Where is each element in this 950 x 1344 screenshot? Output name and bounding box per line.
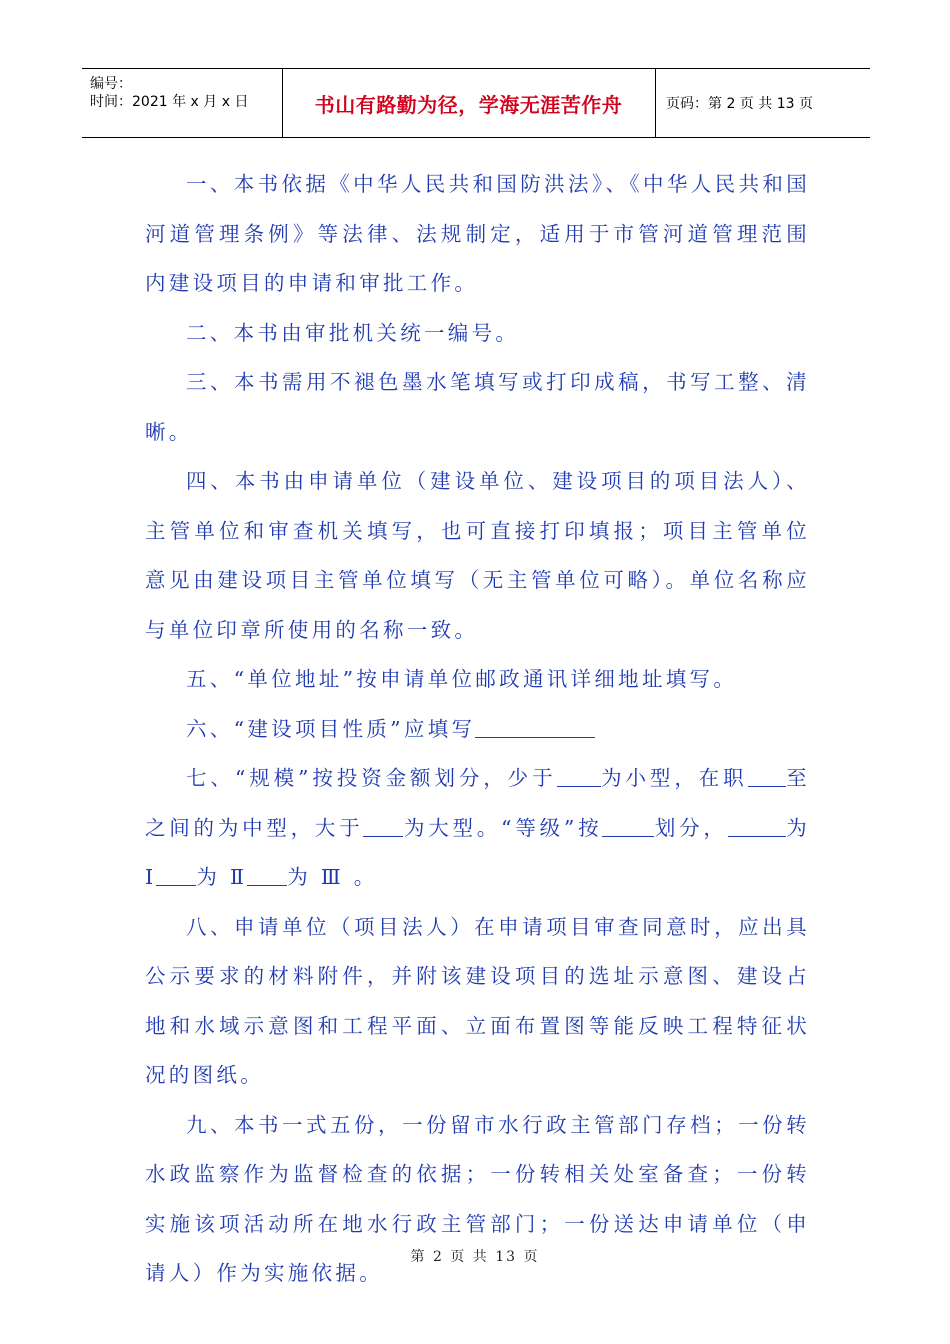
p7-part-f: 为 Ⅰ: [145, 815, 810, 889]
paragraph-7: [145, 754, 810, 903]
fill-blank: [748, 766, 786, 788]
fill-blank: [557, 766, 601, 788]
fill-blank: [363, 815, 403, 837]
header-motto-cell: [282, 69, 656, 137]
page-info: 页码：第 2 页 共 13 页: [666, 96, 813, 112]
date-line: 时间：2021 年 x 月 x 日: [90, 94, 249, 110]
page-footer: 第 2 页 共 13 页: [410, 1249, 540, 1265]
fill-blank: [475, 716, 595, 738]
header-page-cell: [656, 69, 870, 137]
fill-blank: [156, 865, 196, 887]
p7-part-e: 划分，: [654, 815, 728, 840]
document-header: [82, 68, 870, 138]
fill-blank: [728, 815, 786, 837]
p7-part-c: 至之间的为中型，大于: [145, 766, 810, 840]
paragraph-1: 一、本书依据《中华人民共和国防洪法》、《中华人民共和国河道管理条例》等法律、法规制定，适用于市管河道管理范围内建设项目的申请和审批工作。: [145, 172, 810, 295]
header-meta-cell: [82, 69, 283, 137]
fill-blank: [602, 815, 654, 837]
fill-blank: [247, 865, 287, 887]
paragraph-2: 二、本书由审批机关统一编号。: [186, 320, 520, 345]
paragraph-6: [145, 705, 810, 755]
p7-part-a: 七、“规模”按投资金额划分，少于: [186, 766, 557, 790]
p7-part-h: 为 Ⅲ 。: [287, 865, 378, 889]
paragraph-9: 九、本书一式五份，一份留市水行政主管部门存档；一份转水政监察作为监督检查的依据；一份转相关处室备查；一份转实施该项活动所在地水行政主管部门；一份送达申请单位（申请人）作为实施依据。: [145, 1112, 810, 1285]
p7-part-d: 为大型。“等级”按: [403, 815, 603, 840]
paragraph-4: 四、本书由申请单位（建设单位、建设项目的项目法人）、主管单位和审查机关填写，也可直接打印填报；项目主管单位意见由建设项目主管单位填写（无主管单位可略）。单位名称应与单位印章所使用的名称一致。: [145, 469, 810, 642]
paragraph-3: 三、本书需用不褪色墨水笔填写或打印成稿，书写工整、清晰。: [145, 370, 810, 444]
paragraph-8: 八、申请单位（项目法人）在申请项目审查同意时，应出具公示要求的材料附件，并附该建设项目的选址示意图、建设占地和水域示意图和工程平面、立面布置图等能反映工程特征状况的图纸。: [145, 914, 810, 1087]
p7-part-g: 为 Ⅱ: [196, 865, 248, 889]
instructions-body: [145, 160, 810, 1299]
serial-number-label: 编号：: [90, 76, 132, 92]
p7-part-b: 为小型，在职: [600, 766, 748, 790]
paragraph-6-text: 六、“建设项目性质”应填写: [186, 716, 476, 741]
motto-text: 书山有路勤为径，学海无涯苦作舟: [314, 92, 623, 117]
paragraph-5: 五、“单位地址”按申请单位邮政通讯详细地址填写。: [186, 667, 738, 691]
